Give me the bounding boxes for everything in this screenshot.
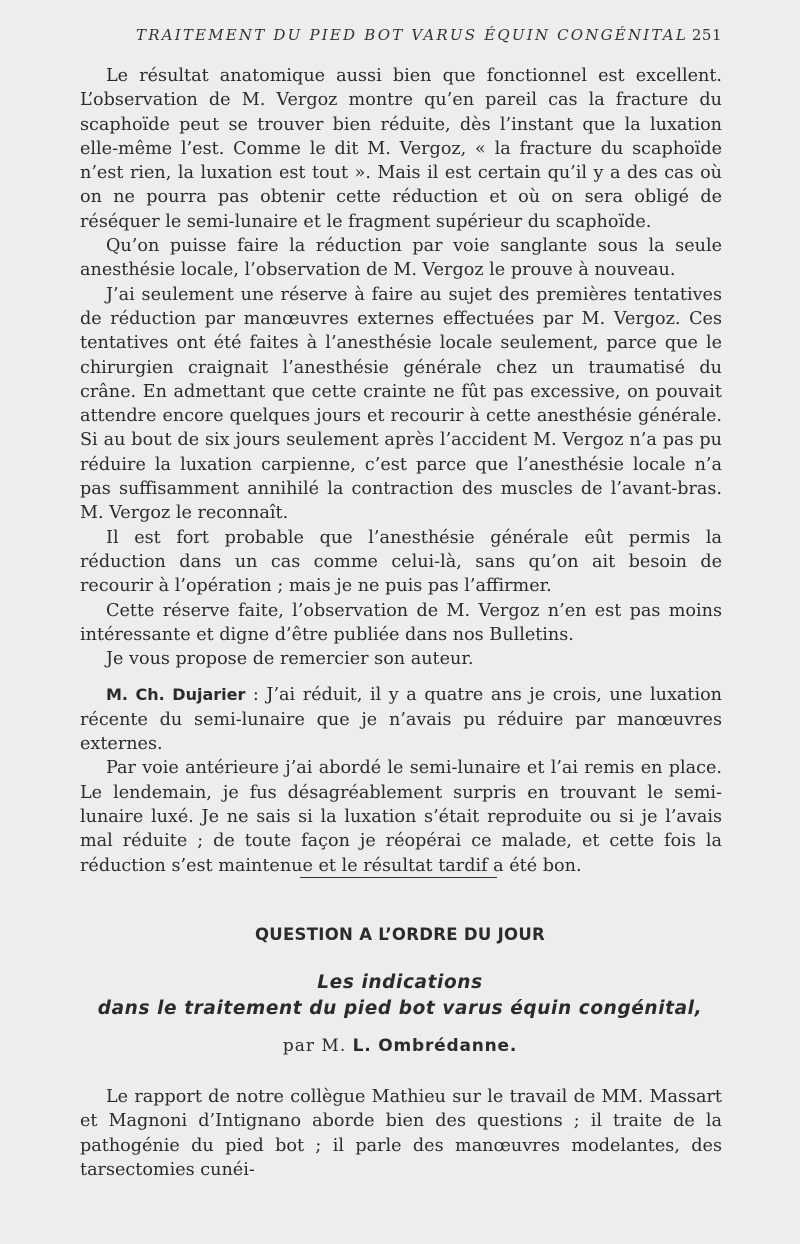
paragraph: Le résultat anatomique aussi bien que fonctionnel est excellent. L’observation de M. Vergoz montre qu’en pareil cas la fracture du scaphoïde peut se trouver bien réduite, dès l’instant que la luxation elle-même l’est. Comme le dit M. Vergoz, « la fracture du scaphoïde n’est rien, la luxation est tout ». Mais il est certain qu’il y a des cas où on ne pourra pas obtenir cette réduction et où on sera obligé de réséquer le semi-lunaire et le fragment supérieur du scaphoïde. — [80, 66, 722, 232]
section-heading: QUESTION A L’ORDRE DU JOUR — [254, 925, 546, 944]
paragraph: Je vous propose de remercier son auteur. — [106, 649, 474, 670]
running-title: TRAITEMENT DU PIED BOT VARUS ÉQUIN CONGÉNITAL — [136, 26, 688, 44]
paragraph: Par voie antérieure j’ai abordé le semi-lunaire et l’ai remis en place. Le lendemain, je fus désagréablement surpris en trouvant le semi-lunaire luxé. Je ne sais si la luxation s’était reproduite ou si je l’avais mal réduite ; de toute façon je réopérai ce malade, et cette fois la réduction s’est maintenue et le résultat tardif a été bon. — [80, 758, 722, 876]
intervention-text: : J’ai réduit, il y a quatre ans je crois, une luxation récente du semi-lunaire que je n’avais pu réduire par manœuvres externes. — [80, 685, 722, 755]
report-body — [80, 64, 722, 878]
author-name: L. Ombrédanne. — [352, 1036, 518, 1056]
paragraph: Cette réserve faite, l’observation de M. Vergoz n’en est pas moins intéressante et digne d’être publiée dans nos Bulletins. — [80, 600, 722, 645]
paragraph: Le rapport de notre collègue Mathieu sur le travail de MM. Massart et Magnoni d’Intignano aborde bien des questions ; il traite de la pathogénie du pied bot ; il parle des manœuvres modelantes, des tarsectomies cunéi- — [80, 1087, 722, 1180]
speaker-name: M. Ch. Dujarier — [106, 685, 246, 705]
paragraph: J’ai seulement une réserve à faire au sujet des premières tentatives de réduction par manœuvres externes effectuées par M. Vergoz. Ces tentatives ont été faites à l’anesthésie locale seulement, parce que le chirurgien craignait l’anesthésie générale chez un traumatisé du crâne. En admettant que cette crainte ne fût pas excessive, on pouvait attendre encore quelques jours et recourir à cette anesthésie générale. Si au bout de six jours seulement après l’accident M. Vergoz n’a pas pu réduire la luxation carpienne, c’est parce que l’anesthésie locale n’a pas suffisamment annihilé la contraction des muscles de l’avant-bras. M. Vergoz le reconnaît. — [80, 284, 722, 524]
intervention-paragraph — [80, 683, 722, 756]
article-body — [80, 1085, 722, 1182]
article-title-line: dans le traitement du pied bot varus équin congénital, — [97, 998, 703, 1019]
paragraph: Qu’on puisse faire la réduction par voie sanglante sous la seule anesthésie locale, l’observation de M. Vergoz le prouve à nouveau. — [80, 236, 722, 281]
running-header — [80, 26, 722, 50]
section-divider — [300, 877, 497, 878]
byline — [0, 1036, 800, 1056]
page-number: 251 — [691, 26, 722, 44]
paragraph: Il est fort probable que l’anesthésie générale eût permis la réduction dans un cas comme celui-là, sans qu’on ait besoin de recourir à l’opération ; mais je ne puis pas l’affirmer. — [80, 527, 722, 597]
byline-prefix: par M. — [282, 1036, 353, 1056]
article-title-line: Les indications — [317, 972, 483, 993]
article-title — [0, 970, 800, 1022]
